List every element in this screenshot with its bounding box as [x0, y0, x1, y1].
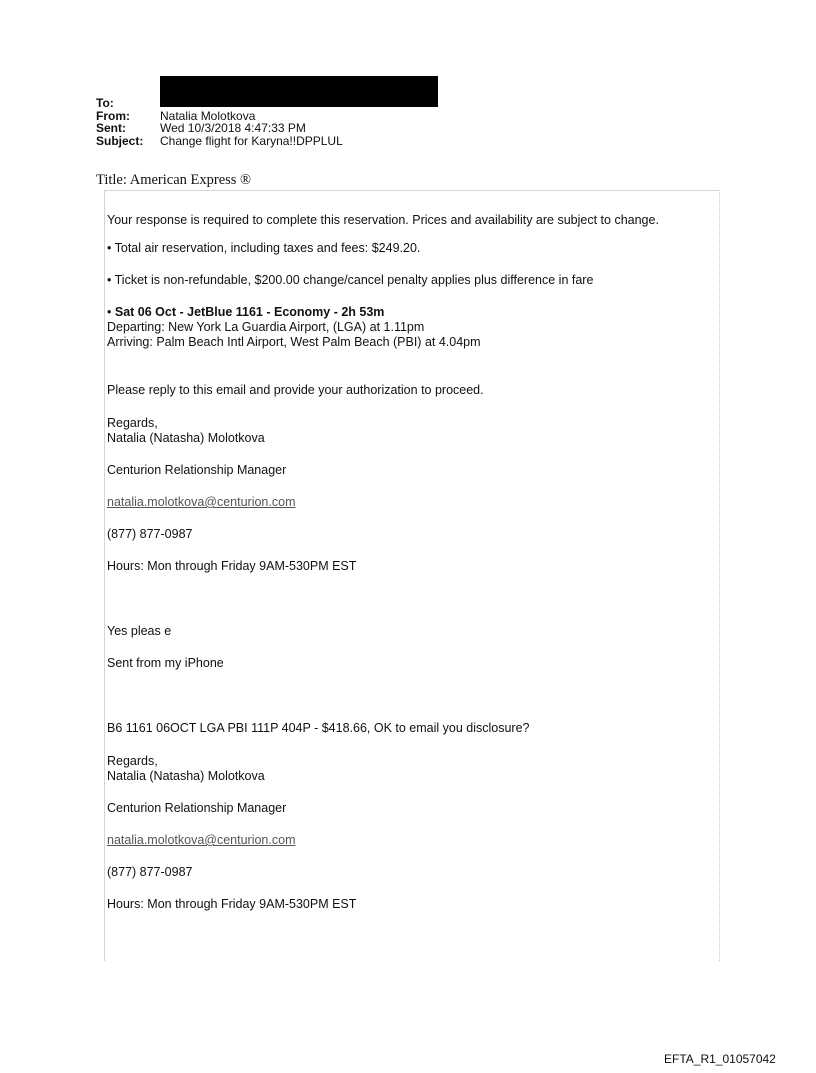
to-label: To: [96, 96, 114, 110]
title-line: Title: American Express ® [96, 172, 252, 188]
signature-role-2: Centurion Relationship Manager [107, 801, 287, 815]
signature-email-link-2[interactable]: natalia.molotkova@centurion.com [107, 833, 296, 847]
sent-from-text: Sent from my iPhone [107, 656, 224, 670]
departing-line: Departing: New York La Guardia Airport, (LGA) at 1.11pm [107, 320, 425, 334]
from-value: Natalia Molotkova [160, 108, 256, 123]
bullet-total: • Total air reservation, including taxes and fees: $249.20. [107, 241, 421, 255]
arriving-line: Arriving: Palm Beach Intl Airport, West Palm Beach (PBI) at 4.04pm [107, 335, 481, 349]
intro-text: Your response is required to complete this reservation. Prices and availability are subject to change. [107, 213, 659, 227]
signature-regards: Regards, [107, 416, 158, 430]
itinerary-line: B6 1161 06OCT LGA PBI 111P 404P - $418.66, OK to email you disclosure? [107, 721, 530, 735]
header-to-row [96, 97, 343, 110]
reply-request: Please reply to this email and provide your authorization to proceed. [107, 383, 484, 397]
message-body [107, 213, 707, 912]
flight-summary [107, 305, 707, 320]
signature-role: Centurion Relationship Manager [107, 463, 287, 477]
bullet-ticket: • Ticket is non-refundable, $200.00 change/cancel penalty applies plus difference in fare [107, 273, 594, 287]
signature-hours-2: Hours: Mon through Friday 9AM-530PM EST [107, 897, 357, 911]
signature-regards-2: Regards, [107, 754, 158, 768]
signature-phone: (877) 877-0987 [107, 527, 193, 541]
sent-value: Wed 10/3/2018 4:47:33 PM [160, 121, 306, 135]
document-id: EFTA_R1_01057042 [664, 1052, 776, 1066]
flight-bullet: • [107, 305, 112, 319]
email-header [96, 97, 343, 147]
sent-label: Sent: [96, 121, 126, 135]
signature-name: Natalia (Natasha) Molotkova [107, 431, 265, 445]
header-subject-row [96, 135, 343, 148]
signature-name-2: Natalia (Natasha) Molotkova [107, 769, 265, 783]
subject-value: Change flight for Karyna!!DPPLUL [160, 133, 343, 148]
flight-title: Sat 06 Oct - JetBlue 1161 - Economy - 2h 53m [114, 305, 385, 319]
subject-label: Subject: [96, 133, 144, 148]
reply-text: Yes pleas e [107, 624, 172, 638]
signature-phone-2: (877) 877-0987 [107, 865, 193, 879]
header-sent-row [96, 122, 343, 135]
signature-email-link[interactable]: natalia.molotkova@centurion.com [107, 495, 296, 509]
from-label: From: [96, 108, 130, 123]
signature-hours: Hours: Mon through Friday 9AM-530PM EST [107, 559, 357, 573]
